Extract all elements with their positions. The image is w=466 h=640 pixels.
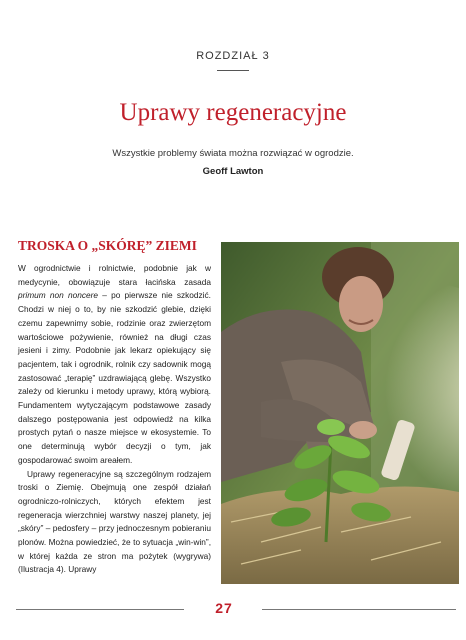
paragraph-2: Uprawy regeneracyjne są szczególnym rodzajem troski o Ziemię. Obejmują one zespół działań ogrodniczo-rolniczych, których efektem jest regeneracja wierzchniej warstwy naszej planety, jej „skóry” – pedosfery – przy jednoczesnym pobieraniu plonów. Można powiedzieć, że to sytuacja „win-win”, w której każda ze stron ma pożytek (wygrywa) (Ilustracja 4). Uprawy (18, 468, 211, 575)
paragraph-1 (18, 262, 211, 468)
chapter-title: Uprawy regeneracyjne (119, 99, 347, 126)
epigraph-author: Geoff Lawton (202, 166, 264, 177)
footer-rule-right (262, 609, 456, 610)
chapter-label-underline (217, 70, 249, 71)
paragraph-1-part-1: W ogrodnictwie i rolnictwie, podobnie jak w medycynie, obowiązuje stara łacińska zasada (18, 263, 211, 287)
footer-rule-left (16, 609, 184, 610)
paragraph-1-part-2: – po pierwsze nie szkodzić. Chodzi w niej o to, by nie szkodzić glebie, dzięki czemu zapewnimy sobie, rodzinie oraz zwierzętom wartościowe pożywienie, również na długi czas jesieni i zimy. Podobnie jak lekarz opiekujący się pacjentem, tak i ogrodnik, rolnik czy sadownik mogą zastosować „terapię” uzdrawiającą glebę. Wszystko zależy od kierunku i metody uprawy, którą wybiorą. Fundamentem wytyczającym podstawowe zasady dalszego postępowania jest odpowiedź na kilka prostych pytań o nasze miejsce w ekosystemie. To one determinują wybór decyzji o tym, jak gospodarować swoim areałem. (18, 290, 211, 465)
body-text (18, 262, 211, 577)
chapter-label: ROZDZIAŁ 3 (196, 50, 270, 62)
epigraph-quote: Wszystkie problemy świata można rozwiązać w ogrodzie. (112, 148, 354, 159)
latin-phrase: primum non noncere (18, 290, 98, 301)
section-heading: TROSKA O „SKÓRĘ” ZIEMI (18, 238, 197, 253)
gardening-photo (221, 242, 459, 584)
page-number: 27 (215, 600, 233, 616)
